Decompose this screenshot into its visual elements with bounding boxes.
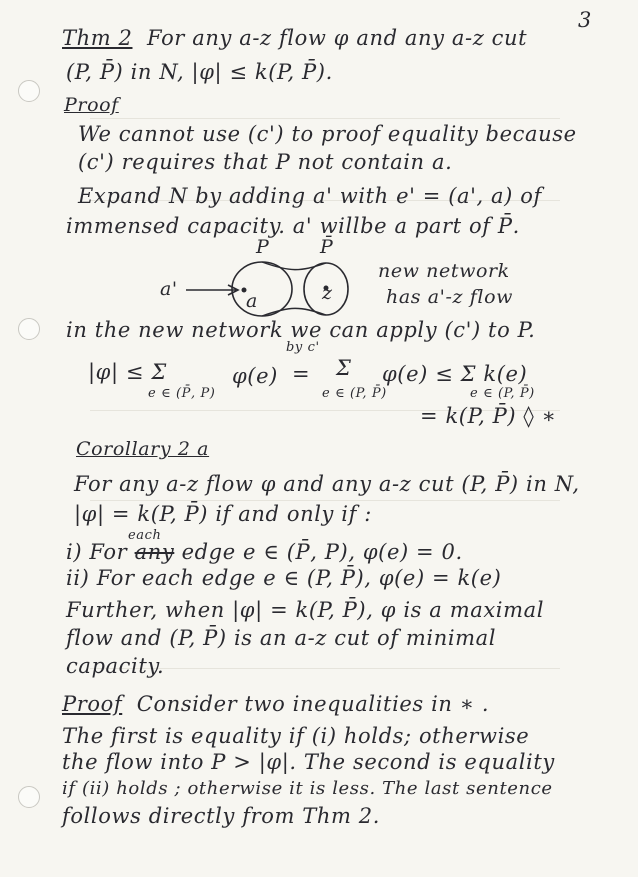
proof2-line-2: The first is equality if (i) holds; otherwise (62, 724, 530, 748)
theorem-text: For any a-z flow φ and any a-z cut (147, 26, 528, 50)
proof-heading-1: Proof (64, 94, 119, 116)
figure-label-a-prime: a' (160, 278, 178, 300)
proof2-line-3: the flow into P > |φ|. The second is equality (62, 750, 555, 774)
equation-sub-1: e ∈ (P̄, P) (148, 386, 216, 401)
further-line-3: capacity. (66, 654, 165, 678)
equation-result: = k(P, P̄) ◊ ∗ (420, 404, 557, 428)
figure-label-p: P (256, 236, 270, 258)
proof-line-3: Expand N by adding a' with e' = (a', a) of (78, 184, 542, 208)
annotation-by-c-prime: by c' (286, 340, 320, 355)
equation-equals: = (292, 362, 311, 386)
condition-i-start: i) For (66, 540, 128, 564)
equation-sub-2: e ∈ (P, P̄) (322, 386, 387, 401)
proof-line-2: (c') requires that P not contain a. (78, 150, 453, 174)
proof2-line-5: follows directly from Thm 2. (62, 804, 380, 828)
corollary-line-1: For any a-z flow φ and any a-z cut (P, P̄) in N, (74, 472, 580, 496)
page-number: 3 (578, 8, 592, 32)
equation-term-1: φ(e) (232, 364, 278, 388)
proof2-line-1: Consider two inequalities in ∗ . (136, 692, 490, 716)
further-line-1: Further, when |φ| = k(P, P̄), φ is a maximal (66, 598, 545, 622)
proof-heading-2: Proof (62, 692, 123, 716)
proof-line-5: in the new network we can apply (c') to P. (66, 318, 536, 342)
proof-line-1: We cannot use (c') to proof equality because (78, 122, 577, 146)
proof2-line-4: if (ii) holds ; otherwise it is less. The last sentence (62, 778, 553, 799)
equation-sub-3: e ∈ (P, P̄) (470, 386, 535, 401)
proof-line-4: immensed capacity. a' willbe a part of P̄. (66, 214, 520, 238)
theorem-label: Thm 2 (62, 26, 133, 50)
insertion-each: each (128, 528, 162, 543)
equation-term-2: φ(e) ≤ Σ k(e) (382, 362, 528, 386)
equation-sum-2: Σ (336, 356, 352, 380)
figure-note-1: new network (378, 260, 510, 282)
corollary-line-2: |φ| = k(P, P̄) if and only if : (74, 502, 372, 526)
further-line-2: flow and (P, P̄) is an a-z cut of minimal (66, 626, 497, 650)
figure-label-p-bar: P̄ (320, 236, 334, 258)
figure-note-2: has a'-z flow (386, 286, 513, 308)
theorem-line-2: (P, P̄) in N, |φ| ≤ k(P, P̄). (66, 60, 333, 84)
struck-word-any: any (134, 540, 175, 564)
corollary-heading: Corollary 2 a (76, 438, 210, 460)
figure-label-a: a (246, 290, 258, 312)
condition-ii: ii) For each edge e ∈ (P, P̄), φ(e) = k(e) (66, 566, 502, 590)
figure-label-z: z (322, 282, 333, 304)
equation-lhs: |φ| ≤ Σ (88, 360, 167, 384)
condition-i-rest: edge e ∈ (P̄, P), φ(e) = 0. (181, 540, 463, 564)
